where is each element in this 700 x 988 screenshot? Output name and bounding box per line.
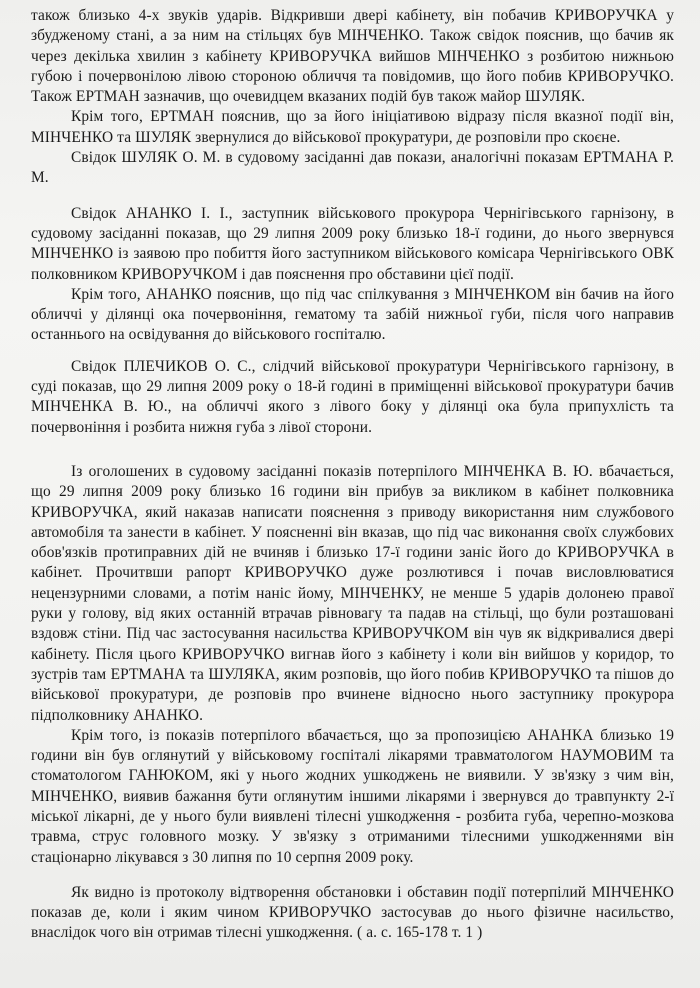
paragraph-plechykov-testimony: Свідок ПЛЕЧИКОВ О. С., слідчий військової прокуратури Чернігівського гарнізону, в суді показав, що 29 липня 2009 року о 18-й годині в приміщенні військової прокуратури бачив МІНЧЕНКА В. Ю., на обличчі якого з лівого боку у ділянці ока була припухлість та почервоніння і розбита нижня губа з лівої сторони. [31, 357, 674, 436]
paragraph-ananko-testimony: Свідок АНАНКО І. І., заступник військового прокурора Чернігівського гарнізону, в судовому засіданні показав, що 29 липня 2009 року близько 18-ї години, до нього звернувся МІНЧЕНКО із заявою про побиття його заступником військового комісара Чернігівського ОВК полковником КРИВОРУЧКОМ і дав пояснення про обставини цієї події. [31, 204, 674, 283]
paragraph-ertman-testimony-end: також близько 4-х звуків ударів. Відкривши двері кабінету, він побачив КРИВОРУЧКА у збудженому стані, а за ним на стільцях був МІНЧЕНКО. Також свідок пояснив, що бачив як через декілька хвилин з кабінету КРИВОРУЧКА вийшов МІНЧЕНКО з розбитою нижньою губою і почервонілою лівою стороною обличчя та повідомив, що його побив КРИВОРУЧКО. Також ЕРТМАН зазначив, що очевидцем вказаних подій був також майор ШУЛЯК. [31, 7, 674, 106]
paragraph-shuliak-testimony: Свідок ШУЛЯК О. М. в судовому засіданні дав покази, аналогічні показам ЕРТМАНА Р. М. [31, 149, 674, 187]
paragraph-reconstruction-protocol: Як видно із протоколу відтворення обстановки і обставин події потерпілий МІНЧЕНКО показав де, коли і яким чином КРИВОРУЧКО застосував до нього фізичне насильство, внаслідок чого він отримав тілесні ушкодження. ( а. с. 165-178 т. 1 ) [31, 883, 674, 942]
paragraph-victim-testimony: Із оголошених в судовому засіданні показів потерпілого МІНЧЕНКА В. Ю. вбачається, що 29 липня 2009 року близько 16 години він прибув за викликом в кабінет полковника КРИВОРУЧКА, який наказав написати пояснення з приводу використання ним службового автомобіля та занести в кабінет. У поясненні він вказав, що під час виконання своїх службових обов'язків протиправних дій не вчиняв і близько 17-ї години заніс його до КРИВОРУЧКА в кабінет. Прочитвши рапорт КРИВОРУЧКО дуже розлютився і почав висловлюватися нецензурними словами, а потім наніс йому, МІНЧЕНКУ, не менше 5 ударів долонею правої руки у голову, від яких останній втрачав рівновагу та падав на стільці, що були розташовані вздовж стіни. Під час застосування насильства КРИВОРУЧКОМ він чув як відкривалися двері кабінету. Після цього КРИВОРУЧКО вигнав його з кабінету і коли він вийшов у коридор, то зустрів там ЕРТМАНА та ШУЛЯКА, яким розповів, що його побив КРИВОРУЧКО та пішов до військової прокуратури, де розповів про вчинене відносно нього заступнику прокурора підполковнику АНАНКО. [31, 462, 674, 724]
paragraph-ananko-observation: Крім того, АНАНКО пояснив, що під час спілкування з МІНЧЕНКОМ він бачив на його обличчі у ділянці ока почервоніння, гематому та забій нижньої губи, після чого направив останнього на освідування до військового госпіталю. [31, 285, 674, 344]
paragraph-victim-medical: Крім того, із показів потерпілого вбачається, що за пропозицією АНАНКА близько 19 години він був оглянутий у військовому госпіталі лікарями травматологом НАУМОВИМ та стоматологом ГАНЮКОМ, які у нього жодних ушкоджень не виявили. У зв'язку з чим він, МІНЧЕНКО, виявив бажання бути оглянутим іншими лікарями і звернувся до травпункту 2-ї міської лікарні, де у нього були виявлені тілесні ушкодження - розбита губа, черепно-мозкова травма, струс головного мозку. У зв'язку з отриманими тілесними ушкодженнями він стаціонарно лікувався з 30 липня по 10 серпня 2009 року. [31, 726, 674, 866]
paragraph-ertman-initiative: Крім того, ЕРТМАН пояснив, що за його ініціативою відразу після вказної події він, МІНЧЕНКО та ШУЛЯК звернулися до військової прокуратури, де розповіли про скоєне. [31, 108, 674, 146]
